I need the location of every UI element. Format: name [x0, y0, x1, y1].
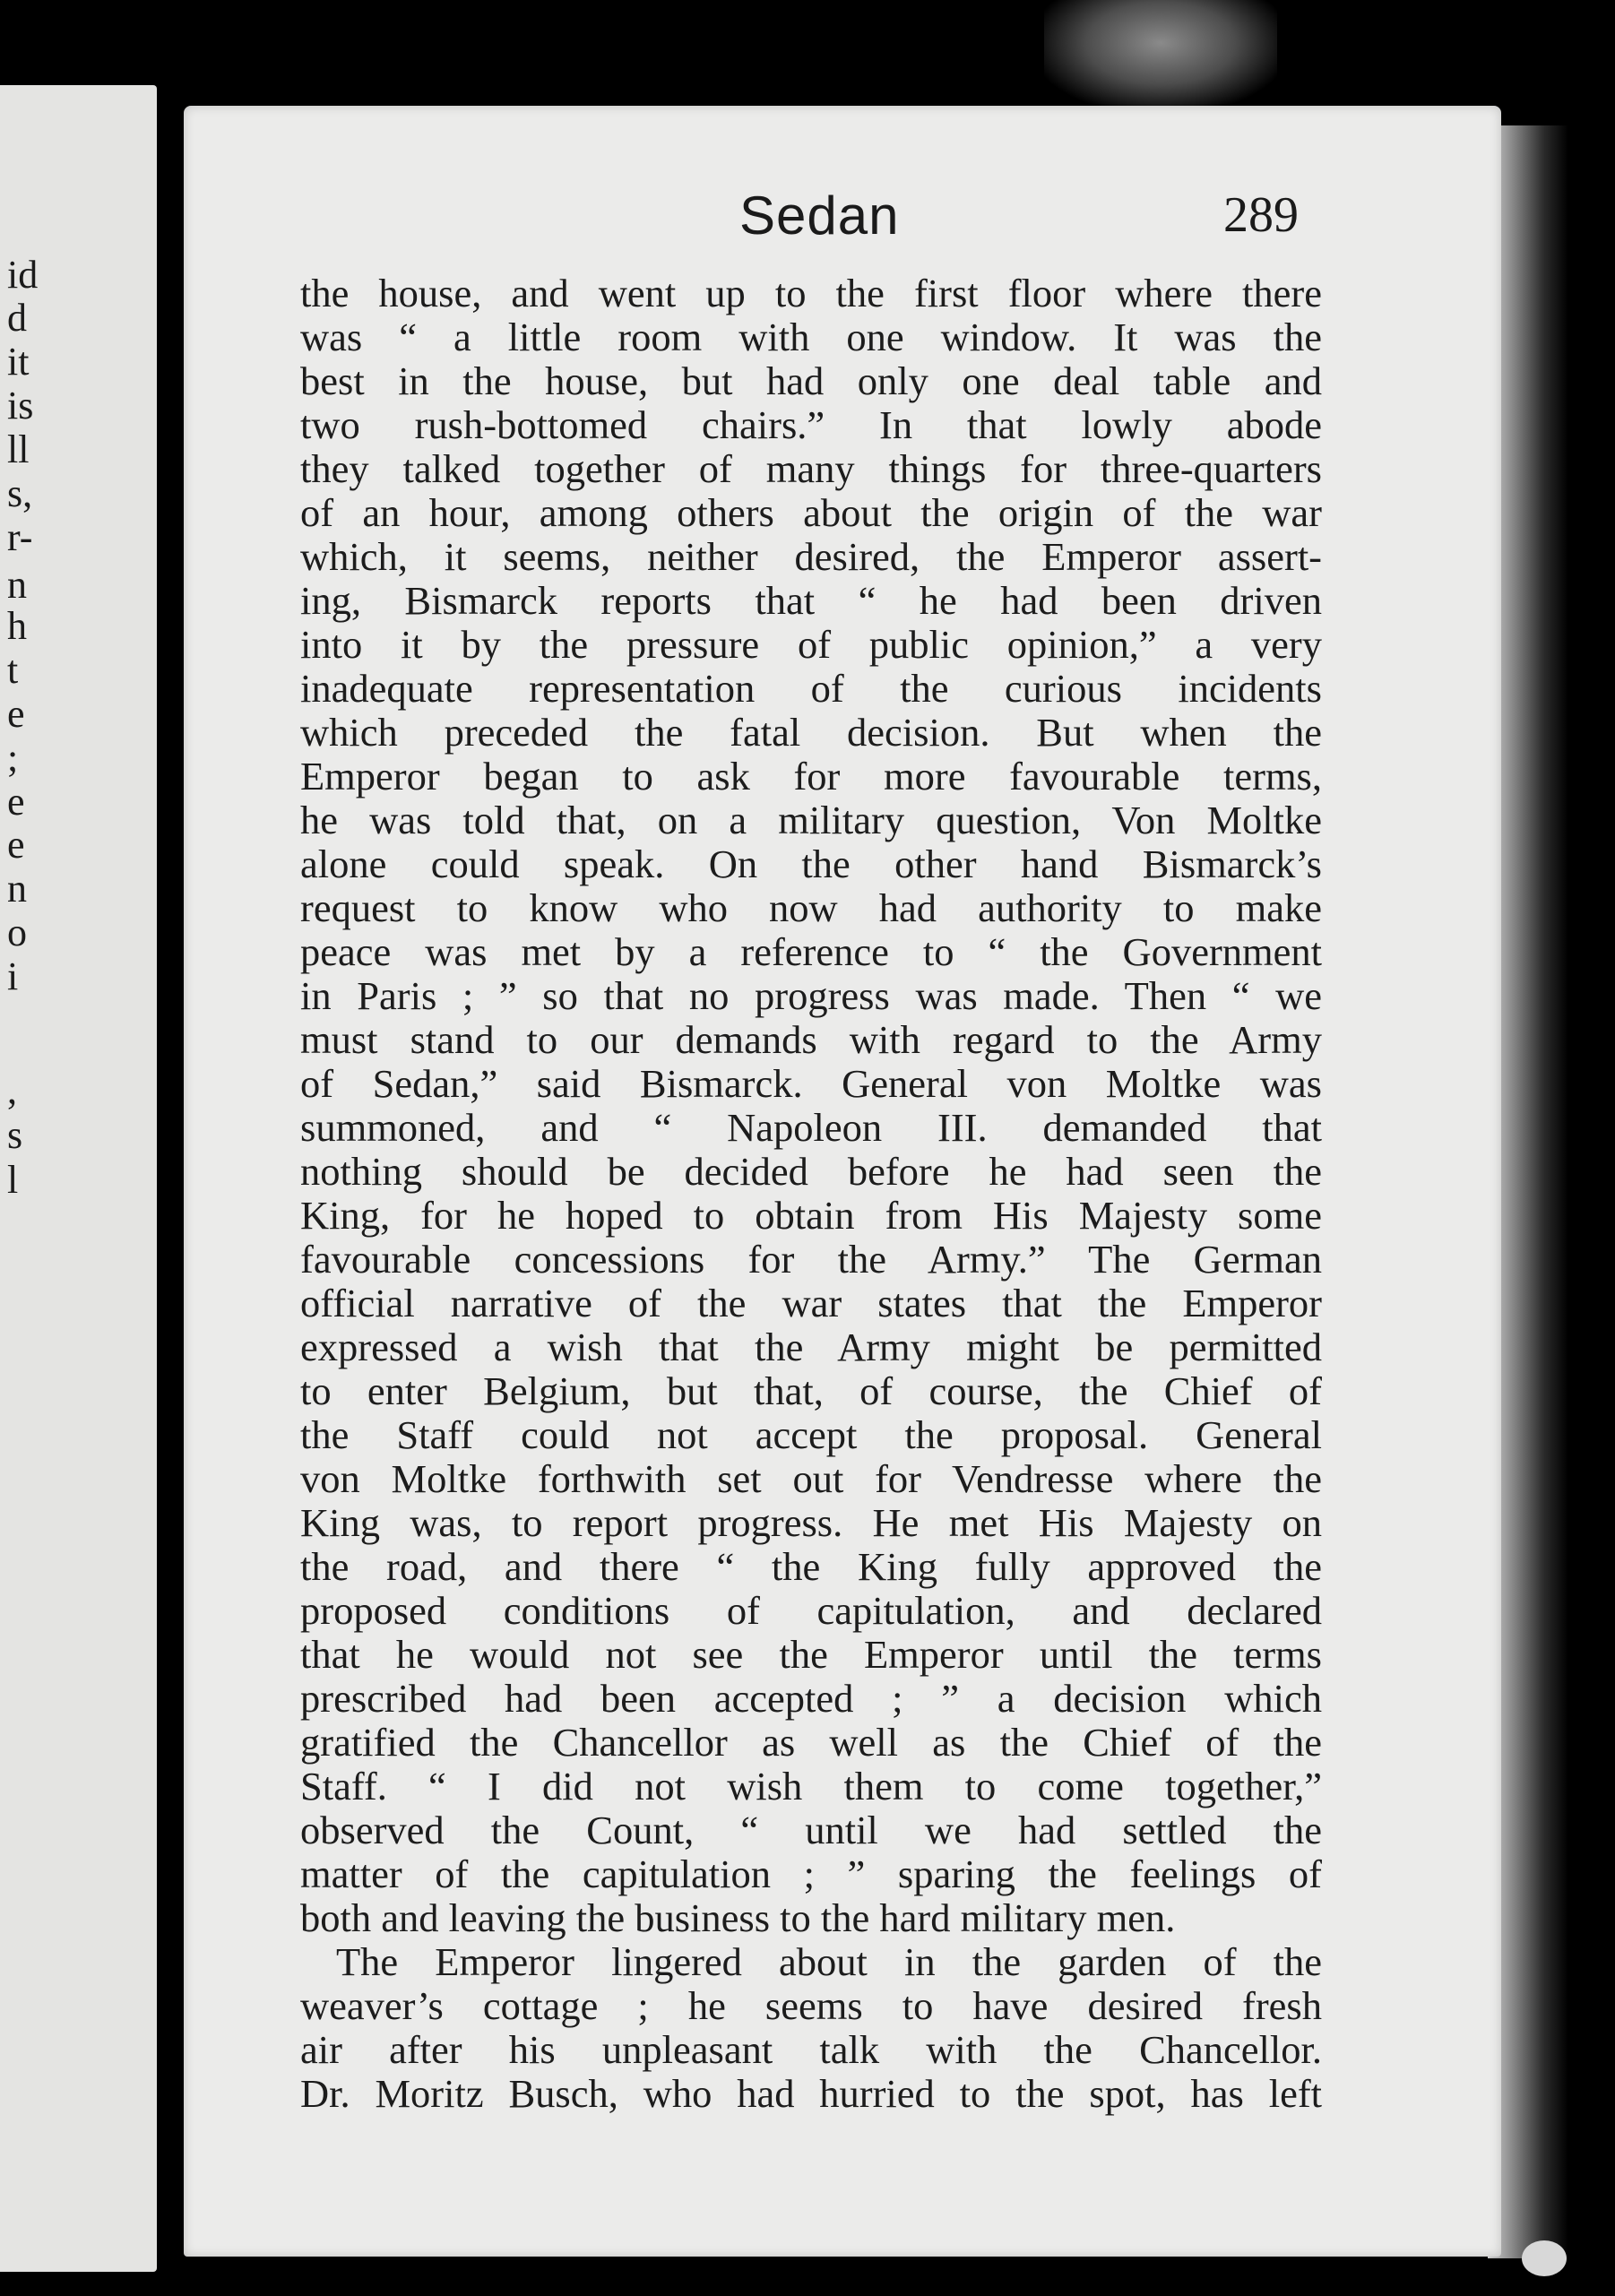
torn-paper-fragment: [1044, 0, 1277, 108]
text-line: ing, Bismarck reports that “ he had been driven: [300, 579, 1322, 623]
left-fragment: ;: [7, 736, 19, 780]
left-fragment: id: [7, 253, 39, 297]
left-fragment: i: [7, 954, 19, 998]
page-header: [184, 185, 1501, 265]
text-line: The Emperor lingered about in the garden of the: [336, 1940, 1322, 1984]
text-line: summoned, and “ Napoleon III. demanded that: [300, 1106, 1322, 1150]
book-page: [184, 106, 1501, 2257]
text-line: official narrative of the war states that the Emperor: [300, 1282, 1322, 1325]
left-fragment: o: [7, 911, 27, 954]
text-line: observed the Count, “ until we had settled the: [300, 1808, 1322, 1852]
text-line: of an hour, among others about the origin of the war: [300, 491, 1322, 535]
text-line: both and leaving the business to the hard military men.: [300, 1896, 1176, 1940]
text-line: two rush-bottomed chairs.” In that lowly abode: [300, 403, 1322, 447]
left-fragment: r-: [7, 515, 33, 559]
text-line: of Sedan,” said Bismarck. General von Moltke was: [300, 1062, 1322, 1106]
text-line: peace was met by a reference to “ the Government: [300, 930, 1322, 974]
text-line: which preceded the fatal decision. But when the: [300, 711, 1322, 755]
text-line: proposed conditions of capitulation, and declared: [300, 1589, 1322, 1633]
text-line: favourable concessions for the Army.” The German: [300, 1238, 1322, 1282]
text-line: request to know who now had authority to make: [300, 886, 1322, 930]
left-fragment: it: [7, 340, 30, 384]
left-fragment: e: [7, 780, 25, 824]
left-fragment: ,: [7, 1068, 17, 1112]
text-line: was “ a little room with one window. It was the: [300, 315, 1322, 359]
left-fragment: s,: [7, 471, 33, 515]
text-line: von Moltke forthwith set out for Vendresse where the: [300, 1457, 1322, 1501]
text-line: must stand to our demands with regard to the Army: [300, 1018, 1322, 1062]
scan-corner-mark: [1522, 2240, 1567, 2276]
text-line: to enter Belgium, but that, of course, the Chief of: [300, 1369, 1322, 1413]
text-line: which, it seems, neither desired, the Emperor assert-: [300, 535, 1322, 579]
left-fragment: l: [7, 1158, 19, 1202]
left-fragment: s: [7, 1113, 23, 1157]
left-fragment: h: [7, 604, 27, 648]
text-line: they talked together of many things for three-quarters: [300, 447, 1322, 491]
running-head: Sedan: [739, 186, 900, 246]
left-fragment: d: [7, 296, 27, 340]
text-line: King, for he hoped to obtain from His Majesty some: [300, 1194, 1322, 1238]
text-line: into it by the pressure of public opinion,” a very: [300, 623, 1322, 667]
text-line: the Staff could not accept the proposal. General: [300, 1413, 1322, 1457]
left-fragment: t: [7, 648, 19, 692]
text-line: nothing should be decided before he had seen the: [300, 1150, 1322, 1194]
text-line: gratified the Chancellor as well as the Chief of the: [300, 1721, 1322, 1765]
left-fragment: ll: [7, 427, 30, 471]
text-line: alone could speak. On the other hand Bismarck’s: [300, 842, 1322, 886]
text-line: best in the house, but had only one deal table and: [300, 359, 1322, 403]
text-line: weaver’s cottage ; he seems to have desired fresh: [300, 1984, 1322, 2028]
text-line: expressed a wish that the Army might be permitted: [300, 1325, 1322, 1369]
page-number: 289: [1223, 187, 1299, 243]
text-line: he was told that, on a military question, Von Moltke: [300, 798, 1322, 842]
text-line: matter of the capitulation ; ” sparing the feelings of: [300, 1852, 1322, 1896]
previous-page-edge: [0, 85, 157, 2272]
text-line: in Paris ; ” so that no progress was made. Then “ we: [300, 974, 1322, 1018]
text-line: the house, and went up to the first floor where there: [300, 272, 1322, 315]
text-line: inadequate representation of the curious incidents: [300, 667, 1322, 711]
left-fragment: e: [7, 692, 25, 736]
body-text: [300, 272, 1322, 2116]
text-line: Staff. “ I did not wish them to come together,”: [300, 1765, 1322, 1808]
left-fragment: n: [7, 867, 27, 911]
text-line: air after his unpleasant talk with the Chancellor.: [300, 2028, 1322, 2072]
text-line: Dr. Moritz Busch, who had hurried to the spot, has left: [300, 2072, 1322, 2116]
left-fragment: n: [7, 563, 27, 607]
text-line: the road, and there “ the King fully approved the: [300, 1545, 1322, 1589]
text-line: that he would not see the Emperor until the terms: [300, 1633, 1322, 1677]
text-line: prescribed had been accepted ; ” a decision which: [300, 1677, 1322, 1721]
text-line: King was, to report progress. He met His Majesty on: [300, 1501, 1322, 1545]
left-fragment: e: [7, 823, 25, 867]
left-fragment: is: [7, 384, 34, 427]
text-line: Emperor began to ask for more favourable terms,: [300, 755, 1322, 798]
